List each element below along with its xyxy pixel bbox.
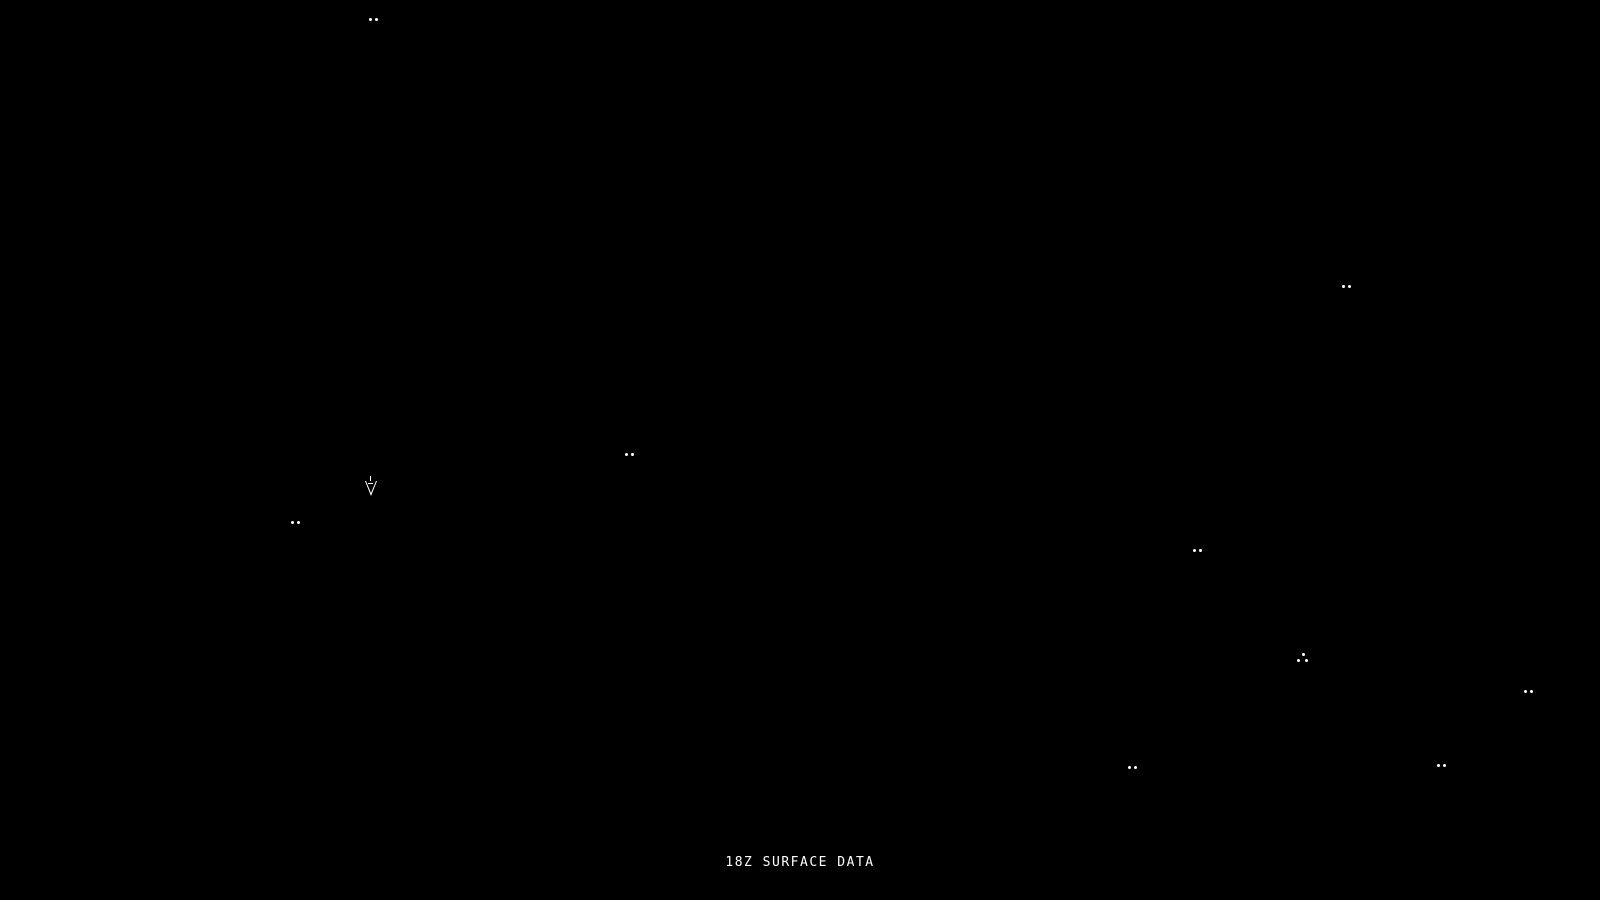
station-cluster-1 [1297,653,1309,665]
station-dot [1297,659,1300,662]
station-dot [631,453,634,456]
station-dot [1134,766,1137,769]
station-dot [1437,764,1440,767]
station-plot-3 [624,451,638,459]
station-dot [625,453,628,456]
station-dot [369,18,372,21]
station-plot-7 [1127,764,1141,772]
station-dot [375,18,378,21]
map-caption: 18Z SURFACE DATA [725,855,875,870]
station-plot-5 [1192,547,1206,555]
station-dot [1305,659,1308,662]
station-dot [1302,653,1305,656]
station-symbol-1 [362,476,380,500]
station-plot-6 [1523,688,1537,696]
station-dot [1199,549,1202,552]
station-dot [1193,549,1196,552]
station-dot [1128,766,1131,769]
station-dot [1524,690,1527,693]
station-dot [1342,285,1345,288]
station-dot [1530,690,1533,693]
station-plot-1 [368,16,382,24]
station-plot-8 [1436,762,1450,770]
symbol-tick [368,483,373,484]
station-dot [1443,764,1446,767]
station-plot-4 [290,519,304,527]
station-dot [1348,285,1351,288]
station-dot [291,521,294,524]
station-dot [297,521,300,524]
station-plot-2 [1341,283,1355,291]
